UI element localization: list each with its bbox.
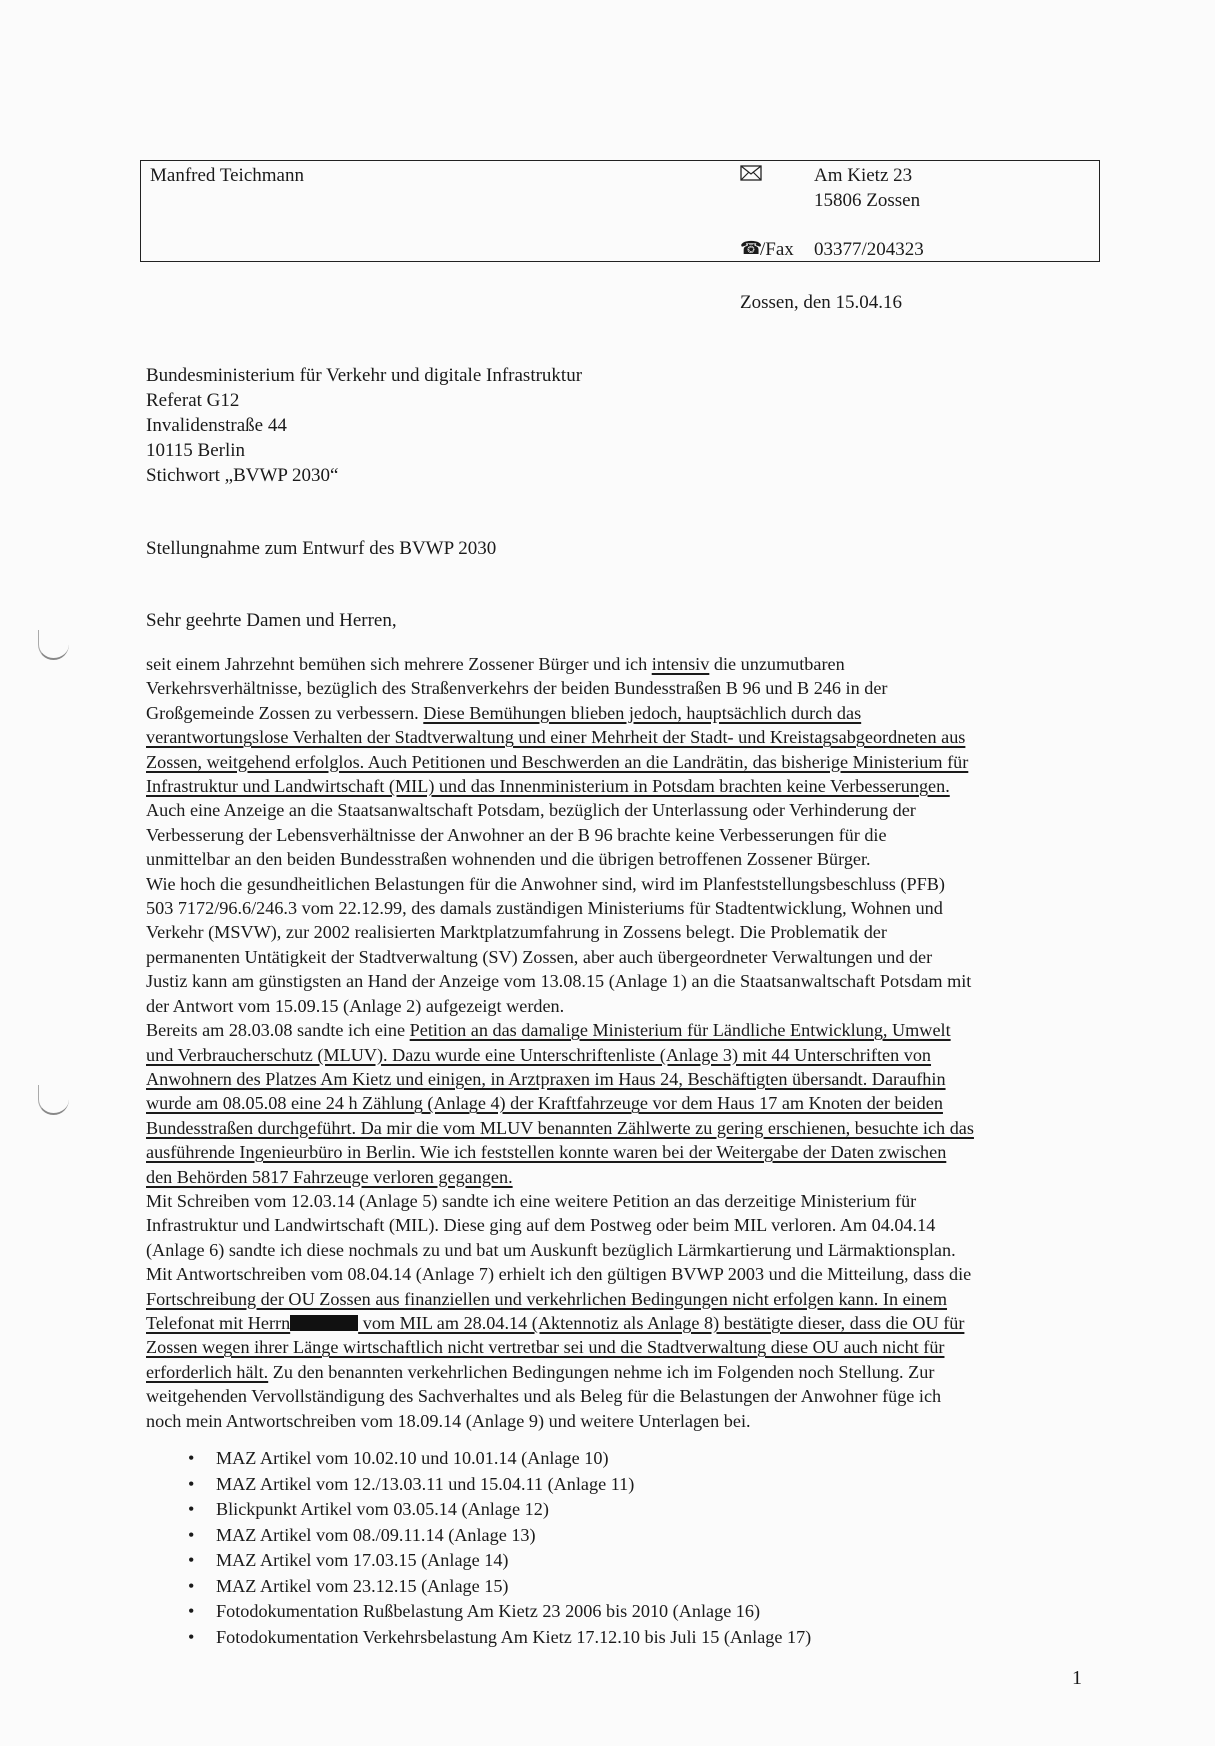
text-run: Zu den benannten verkehrlichen Bedingungen nehme ich im Folgenden noch Stellung. Zur <box>268 1361 935 1382</box>
body-line: Verkehr (MSVW), zur 2002 realisierten Marktplatzumfahrung in Zossens belegt. Die Problematik der <box>146 922 887 943</box>
sender-name: Manfred Teichmann <box>150 165 304 186</box>
text-run: die unzumutbaren <box>709 654 845 674</box>
attachment-item: • MAZ Artikel vom 10.02.10 und 10.01.14 (Anlage 10) <box>146 1446 811 1472</box>
attachment-item: • MAZ Artikel vom 12./13.03.11 und 15.04.11 (Anlage 11) <box>146 1472 811 1498</box>
attachment-item: • Blickpunkt Artikel vom 03.05.14 (Anlage 12) <box>146 1497 811 1523</box>
underlined-text: intensiv <box>651 654 710 674</box>
body-line: ausführende Ingenieurbüro in Berlin. Wie ich feststellen konnte waren bei der Weitergabe der Daten zwischen <box>146 1142 947 1163</box>
punch-hole-mark <box>38 630 69 660</box>
body-line: der Antwort vom 15.09.15 (Anlage 2) aufgezeigt werden. <box>146 995 565 1016</box>
body-line: Bundesstraßen durchgeführt. Da mir die vom MLUV benannten Zählwerte zu gering erschienen, besuchte ich das <box>146 1117 974 1138</box>
text-run: Bereits am 28.03.08 sandte ich eine <box>146 1020 410 1041</box>
body-line <box>146 1360 1096 1384</box>
body-line <box>146 701 1096 725</box>
telephone-icon: ☎ <box>740 238 763 259</box>
redaction-bar <box>290 1315 358 1331</box>
body-line: permanenten Untätigkeit der Stadtverwaltung (SV) Zossen, aber auch übergeordneter Verwaltungen und der <box>146 946 933 967</box>
body-line: den Behörden 5817 Fahrzeuge verloren gegangen. <box>146 1166 513 1187</box>
underlined-text: Petition an das damalige Ministerium für Ländliche Entwicklung, Umwelt <box>409 1020 951 1041</box>
phone-label: /Fax <box>760 239 794 260</box>
recipient-line: Invalidenstraße 44 <box>146 415 287 436</box>
text-run: Großgemeinde Zossen zu verbessern. <box>146 702 424 723</box>
text-run: Telefonat mit Herrn <box>146 1312 291 1333</box>
attachment-list <box>146 1446 811 1650</box>
body-line: unmittelbar an den beiden Bundesstraßen wohnenden und die übrigen betroffenen Zossener Bürger. <box>146 849 871 870</box>
body-line: und Verbraucherschutz (MLUV). Dazu wurde eine Unterschriftenliste (Anlage 3) mit 44 Unterschriften von <box>146 1044 932 1065</box>
attachment-item: • Fotodokumentation Rußbelastung Am Kietz 23 2006 bis 2010 (Anlage 16) <box>146 1599 811 1625</box>
salutation: Sehr geehrte Damen und Herren, <box>146 610 397 631</box>
letter-body <box>146 652 1096 1433</box>
body-line: (Anlage 6) sandte ich diese nochmals zu und bat um Auskunft bezüglich Lärmkartierung und Lärmaktionsplan. <box>146 1239 956 1260</box>
attachment-item: • MAZ Artikel vom 17.03.15 (Anlage 14) <box>146 1548 811 1574</box>
body-line <box>146 1311 1096 1335</box>
body-line: Justiz kann am günstigsten an Hand der Anzeige vom 13.08.15 (Anlage 1) an die Staatsanwaltschaft Potsdam mit <box>146 971 972 992</box>
body-line: Verkehrsverhältnisse, bezüglich des Straßenverkehrs der beiden Bundesstraßen B 96 und B 246 in der <box>146 678 888 699</box>
body-line: Infrastruktur und Landwirtschaft (MIL). Diese ging auf dem Postweg oder beim MIL verloren. Am 04.04.14 <box>146 1215 936 1236</box>
sender-street: Am Kietz 23 <box>814 165 913 186</box>
body-line: Infrastruktur und Landwirtschaft (MIL) und das Innenministerium in Potsdam brachten keine Verbesserungen. <box>146 776 950 797</box>
body-line: wurde am 08.05.08 eine 24 h Zählung (Anlage 4) der Kraftfahrzeuge vor dem Haus 17 am Knoten der beiden <box>146 1093 943 1114</box>
sender-city: 15806 Zossen <box>814 190 921 211</box>
body-line: Zossen, weitgehend erfolglos. Auch Petitionen und Beschwerden an die Landrätin, das bisherige Ministerium für <box>146 751 969 772</box>
body-line: noch mein Antwortschreiben vom 18.09.14 (Anlage 9) und weitere Unterlagen bei. <box>146 1410 751 1431</box>
body-line: Auch eine Anzeige an die Staatsanwaltschaft Potsdam, bezüglich der Unterlassung oder Verhinderung der <box>146 800 916 821</box>
punch-hole-mark <box>38 1085 69 1115</box>
body-line: Wie hoch die gesundheitlichen Belastungen für die Anwohner sind, wird im Planfeststellungsbeschluss (PFB) <box>146 873 945 894</box>
body-line: verantwortungslose Verhalten der Stadtverwaltung und einer Mehrheit der Stadt- und Kreistagsabgeordneten aus <box>146 727 966 748</box>
underlined-text: erforderlich hält. <box>146 1361 269 1382</box>
body-line: Anwohnern des Platzes Am Kietz und einigen, in Arztpraxen im Haus 24, Beschäftigten übersandt. Daraufhin <box>146 1068 946 1089</box>
attachment-item: • Fotodokumentation Verkehrsbelastung Am Kietz 17.12.10 bis Juli 15 (Anlage 17) <box>146 1625 811 1651</box>
body-line: weitgehenden Vervollständigung des Sachverhaltes und als Beleg für die Belastungen der Anwohner füge ich <box>146 1386 942 1407</box>
recipient-line: 10115 Berlin <box>146 440 246 461</box>
recipient-line: Referat G12 <box>146 390 240 411</box>
body-line: Fortschreibung der OU Zossen aus finanziellen und verkehrlichen Bedingungen nicht erfolgen kann. In einem <box>146 1288 948 1309</box>
body-line: Mit Antwortschreiben vom 08.04.14 (Anlage 7) erhielt ich den gültigen BVWP 2003 und die Mitteilung, dass die <box>146 1264 972 1285</box>
attachment-item: • MAZ Artikel vom 08./09.11.14 (Anlage 13) <box>146 1523 811 1549</box>
body-line: Verbesserung der Lebensverhältnisse der Anwohner an der B 96 brachte keine Verbesserungen für die <box>146 824 887 845</box>
page-number: 1 <box>1072 1667 1082 1689</box>
sender-phone: 03377/204323 <box>814 239 924 260</box>
body-line: 503 7172/96.6/246.3 vom 22.12.99, des damals zuständigen Ministeriums für Stadtentwicklung, Wohnen und <box>146 898 943 919</box>
envelope-icon <box>740 165 762 186</box>
body-line: Mit Schreiben vom 12.03.14 (Anlage 5) sandte ich eine weitere Petition an das derzeitige Ministerium für <box>146 1190 917 1211</box>
recipient-address <box>146 363 582 488</box>
body-line <box>146 652 1096 676</box>
text-run: vom MIL am 28.04.14 (Aktennotiz als Anlage 8) bestätigte dieser, dass die OU für <box>358 1312 965 1333</box>
text-run: seit einem Jahrzehnt bemühen sich mehrere Zossener Bürger und ich <box>146 654 652 674</box>
letter-subject: Stellungnahme zum Entwurf des BVWP 2030 <box>146 538 497 559</box>
body-line <box>146 1018 1096 1042</box>
recipient-line: Stichwort „BVWP 2030“ <box>146 465 339 486</box>
letter-date: Zossen, den 15.04.16 <box>740 292 903 313</box>
body-line: Zossen wegen ihrer Länge wirtschaftlich nicht vertretbar sei und die Stadtverwaltung diese OU auch nicht für <box>146 1337 945 1358</box>
attachment-item: • MAZ Artikel vom 23.12.15 (Anlage 15) <box>146 1574 811 1600</box>
recipient-line: Bundesministerium für Verkehr und digitale Infrastruktur <box>146 365 583 386</box>
underlined-text: Diese Bemühungen blieben jedoch, hauptsächlich durch das <box>423 702 862 723</box>
